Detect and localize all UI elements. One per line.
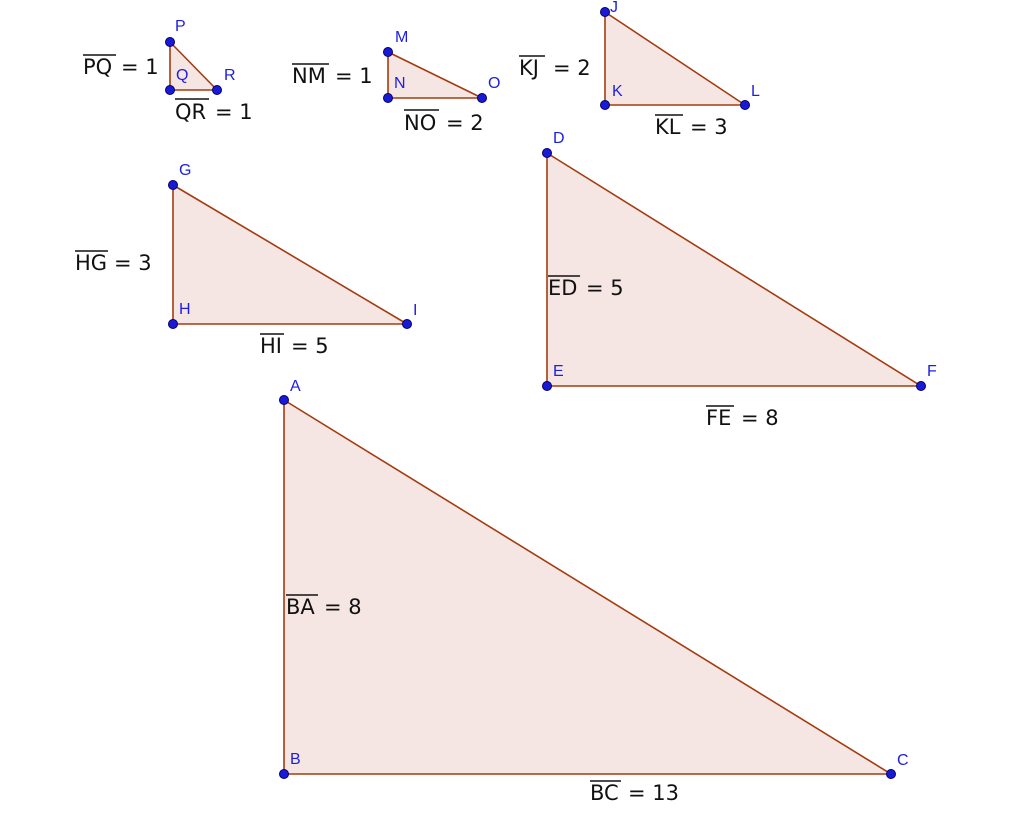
measure-ba xyxy=(286,595,362,619)
measure-qr-segment: QR xyxy=(175,100,207,124)
label-g: G xyxy=(179,162,192,179)
measure-ba-segment: BA xyxy=(286,595,315,619)
point-n[interactable] xyxy=(384,94,393,103)
measure-nm-value: = 1 xyxy=(335,64,373,88)
measure-bc-segment: BC xyxy=(590,781,619,805)
label-l: L xyxy=(751,83,760,100)
measure-no-segment: NO xyxy=(404,111,437,135)
measure-pq xyxy=(83,55,159,79)
measure-ed xyxy=(548,276,624,300)
measure-bc xyxy=(590,781,679,805)
measure-pq-value: = 1 xyxy=(121,55,159,79)
measure-ed-segment: ED xyxy=(548,276,578,300)
measure-nm-segment: NM xyxy=(292,64,326,88)
point-i[interactable] xyxy=(403,320,412,329)
label-o: O xyxy=(488,75,501,92)
point-p[interactable] xyxy=(166,38,175,47)
measure-fe-value: = 8 xyxy=(741,406,779,430)
triangle-mno xyxy=(292,29,500,135)
measure-kj-segment: KJ xyxy=(519,56,539,80)
measure-nm xyxy=(292,64,373,88)
measure-hg-segment: HG xyxy=(75,251,108,275)
measure-hi-value: = 5 xyxy=(291,334,329,358)
point-g[interactable] xyxy=(169,181,178,190)
label-i: I xyxy=(413,302,418,319)
measure-fe-segment: FE xyxy=(706,406,732,430)
label-a: A xyxy=(290,378,301,395)
point-a[interactable] xyxy=(280,396,289,405)
measure-kl xyxy=(655,115,728,139)
label-e: E xyxy=(553,363,564,380)
label-j: J xyxy=(610,0,618,16)
point-f[interactable] xyxy=(917,382,926,391)
measure-no xyxy=(404,110,484,135)
point-o[interactable] xyxy=(478,94,487,103)
label-n: N xyxy=(394,75,406,92)
measure-hi-segment: HI xyxy=(260,334,282,358)
point-k[interactable] xyxy=(601,101,610,110)
label-c: C xyxy=(897,752,909,769)
label-d: D xyxy=(553,130,565,147)
triangle-ghi xyxy=(75,162,417,358)
label-m: M xyxy=(395,29,409,46)
label-q: Q xyxy=(176,67,189,84)
measure-hg xyxy=(75,251,152,275)
measure-hg-value: = 3 xyxy=(114,251,152,275)
triangle-abc-shape[interactable] xyxy=(284,400,891,774)
point-e[interactable] xyxy=(543,382,552,391)
measure-no-value: = 2 xyxy=(446,111,484,135)
measure-kj xyxy=(519,56,591,80)
measure-kl-value: = 3 xyxy=(690,115,728,139)
triangle-def-shape[interactable] xyxy=(547,153,921,386)
label-k: K xyxy=(612,83,623,100)
measure-pq-segment: PQ xyxy=(83,55,113,79)
triangle-ghi-shape[interactable] xyxy=(173,185,407,324)
measure-qr xyxy=(175,99,253,124)
measure-kj-value: = 2 xyxy=(553,56,591,80)
measure-ed-value: = 5 xyxy=(586,276,624,300)
measure-kl-segment: KL xyxy=(655,115,681,139)
measure-hi xyxy=(260,334,329,358)
label-f: F xyxy=(927,363,937,380)
measure-fe xyxy=(706,406,779,430)
measure-qr-value: = 1 xyxy=(215,100,253,124)
measure-bc-value: = 13 xyxy=(628,781,679,805)
point-b[interactable] xyxy=(280,770,289,779)
label-r: R xyxy=(224,67,236,84)
measure-ba-value: = 8 xyxy=(324,595,362,619)
triangle-def xyxy=(543,130,938,430)
point-m[interactable] xyxy=(384,48,393,57)
triangle-abc xyxy=(280,378,909,805)
label-h: H xyxy=(179,301,191,318)
label-p: P xyxy=(175,18,186,35)
triangle-jkl-shape[interactable] xyxy=(605,12,745,105)
point-q[interactable] xyxy=(166,86,175,95)
point-r[interactable] xyxy=(213,86,222,95)
point-d[interactable] xyxy=(543,149,552,158)
point-c[interactable] xyxy=(887,770,896,779)
point-l[interactable] xyxy=(741,101,750,110)
point-h[interactable] xyxy=(169,320,178,329)
triangle-pqr xyxy=(83,18,253,124)
label-b: B xyxy=(290,751,301,768)
point-j[interactable] xyxy=(601,8,610,17)
triangle-jkl xyxy=(519,0,760,139)
